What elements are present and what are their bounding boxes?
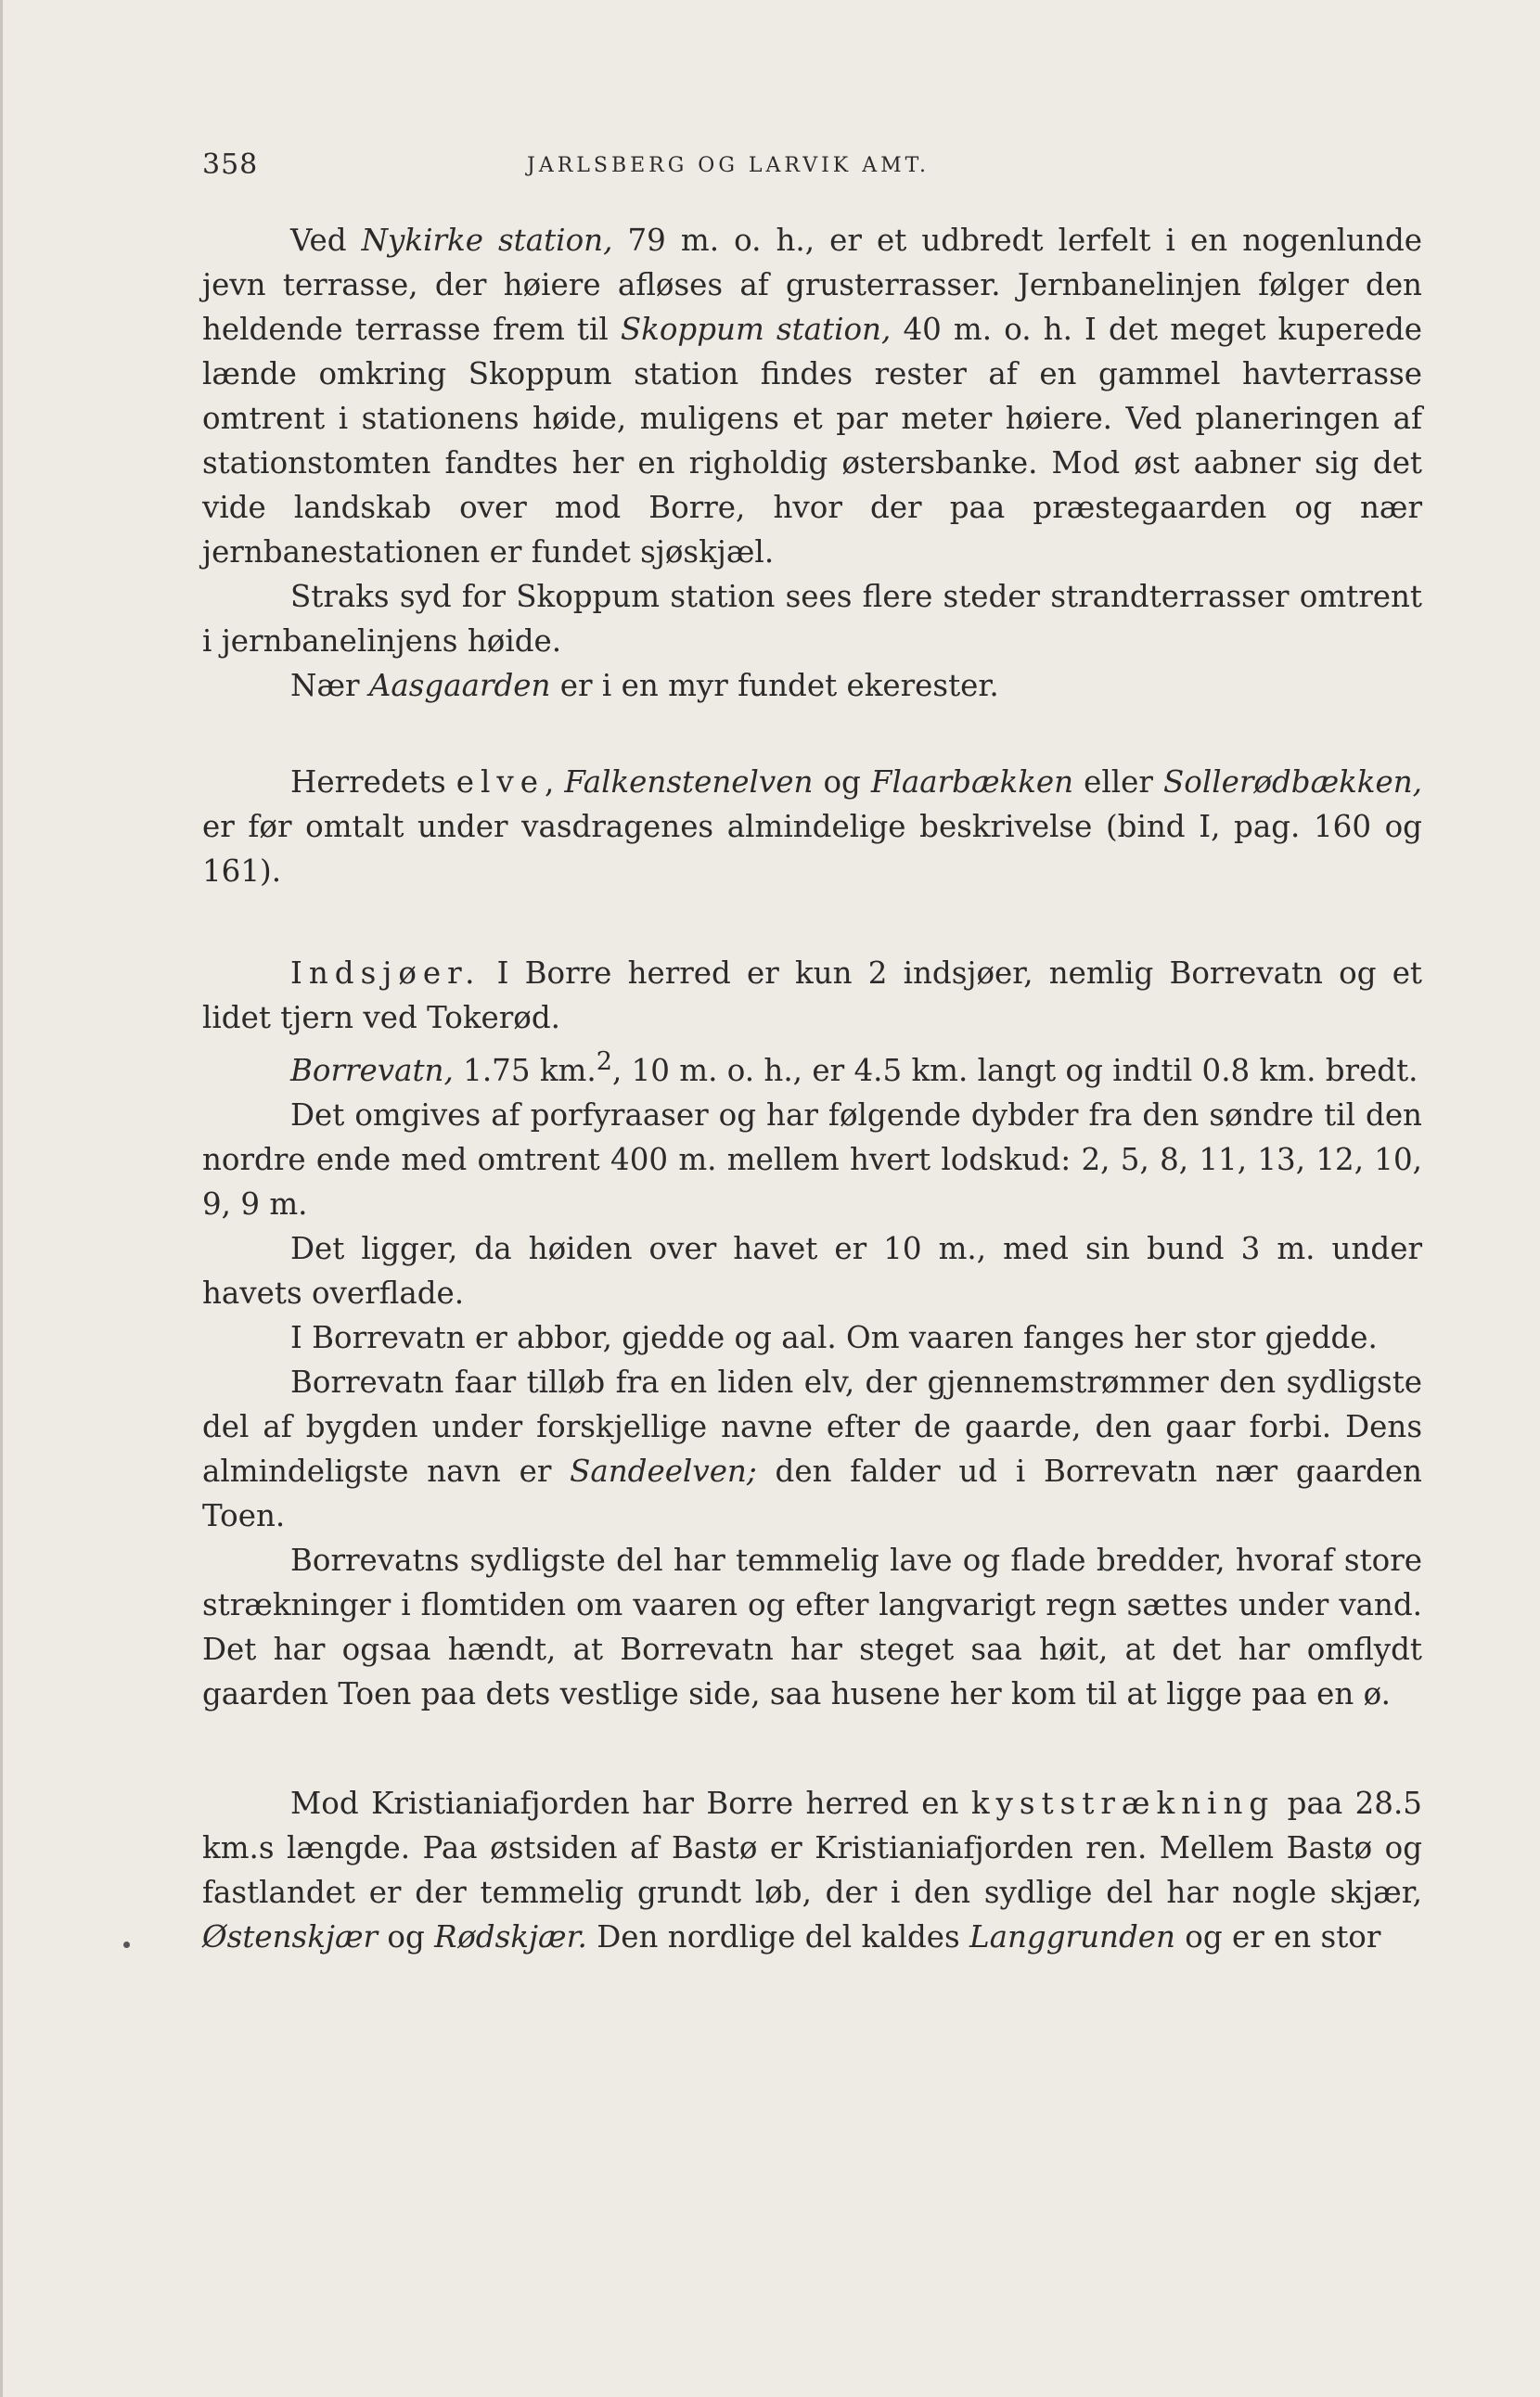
place-name: Aasgaarden	[368, 668, 551, 703]
place-name: Skoppum station,	[620, 312, 892, 347]
paragraph-dybder: Det omgives af porfyraaser og har følgende dybder fra den søndre til den nordre ende med omtrent 400 m. mellem hvert lodskud: 2, 5, 8, 11, 13, 12, 10, 9, 9 m.	[202, 1096, 1422, 1222]
place-name: Sollerødbækken,	[1163, 764, 1422, 800]
paragraph-nykirke: Ved Nykirke station, 79 m. o. h., er et udbredt lerfelt i en nogenlunde jevn terrasse, der høiere afløses af grusterrasser. Jernbanelinjen følger den heldende terrasse frem til Skoppum station, 40 m. o. h. I det meget kuperede lænde omkring Skoppum station findes rester af en gammel havterrasse omtrent i stationens høide, muligens et par meter høiere. Ved planeringen af stationstomten fandtes her en righoldig østersbanke. Mod øst aabner sig det vide landskab over mod Borre, hvor der paa præstegaarden og nær jernbanestationen er fundet sjøskjæl.	[202, 223, 1423, 570]
place-name: Langgrunden	[969, 1918, 1175, 1955]
paragraph-bund: Det ligger, da høiden over havet er 10 m., med sin bund 3 m. under havets overflade.	[202, 1230, 1422, 1311]
page-body	[202, 218, 1422, 1959]
spaced-keyword: Indsjøer.	[290, 955, 481, 991]
paragraph-aasgaarden: Nær Aasgaarden er i en myr fundet ekerester.	[290, 668, 999, 703]
paragraph-strandterrasser: Straks syd for Skoppum station sees flere steder strandterrasser omtrent i jernbanelinjens høide.	[202, 579, 1422, 659]
page-number: 358	[202, 148, 259, 181]
paragraph-indsjoer: Indsjøer. I Borre herred er kun 2 indsjøer, nemlig Borrevatn og et lidet tjern ved Tokerød.	[202, 955, 1422, 1035]
margin-dot	[123, 1942, 130, 1948]
paragraph-bredder: Borrevatns sydligste del har temmelig lave og flade bredder, hvoraf store strækninger i flomtiden om vaaren og efter langvarigt regn sættes under vand. Det har ogsaa hændt, at Borrevatn har steget saa høit, at det har omflydt gaarden Toen paa dets vestlige side, saa husene her kom til at ligge paa en ø.	[202, 1542, 1422, 1711]
page-header	[202, 148, 1408, 195]
paragraph-fisk: I Borrevatn er abbor, gjedde og aal. Om vaaren fanges her stor gjedde.	[290, 1319, 1378, 1355]
spaced-keyword: kyststrækning	[970, 1785, 1276, 1821]
paragraph-tilloeb: Borrevatn faar tilløb fra en liden elv, der gjennemstrømmer den sydligste del af bygden under forskjellige navne efter de gaarde, den gaar forbi. Dens almindeligste navn er Sandeelven; den falder ud i Borrevatn nær gaarden Toen.	[202, 1364, 1422, 1533]
superscript: 2	[596, 1047, 612, 1076]
place-name: Rødskjær.	[434, 1918, 587, 1955]
place-name: Flaarbækken	[870, 764, 1074, 800]
paragraph-elve: Herredets elve, Falkenstenelven og Flaarbækken eller Sollerødbækken, er før omtalt under vasdragenes almindelige beskrivelse (bind I, pag. 160 og 161).	[202, 764, 1422, 889]
place-name: Falkenstenelven	[564, 764, 814, 800]
running-head: JARLSBERG OG LARVIK AMT.	[527, 154, 930, 177]
paragraph-borrevatn: Borrevatn, 1.75 km.$^2$, 10 m. o. h., er 4.5 km. langt og indtil 0.8 km. bredt.	[290, 1047, 1418, 1088]
place-name: Borrevatn,	[290, 1052, 454, 1088]
place-name: Østenskjær	[202, 1918, 379, 1955]
paragraph-kyststraekning: Mod Kristianiafjorden har Borre herred en kyststrækning paa 28.5 km.s længde. Paa østsiden af Bastø er Kristianiafjorden ren. Mellem Bastø og fastlandet er der temmelig grundt løb, der i den sydlige del har nogle skjær, Østenskjær og Rødskjær. Den nordlige del kaldes Langgrunden og er en stor	[202, 1785, 1422, 1955]
place-name: Nykirke station,	[361, 223, 613, 258]
place-name: Sandeelven;	[570, 1453, 757, 1489]
spaced-keyword: elve	[456, 764, 545, 800]
